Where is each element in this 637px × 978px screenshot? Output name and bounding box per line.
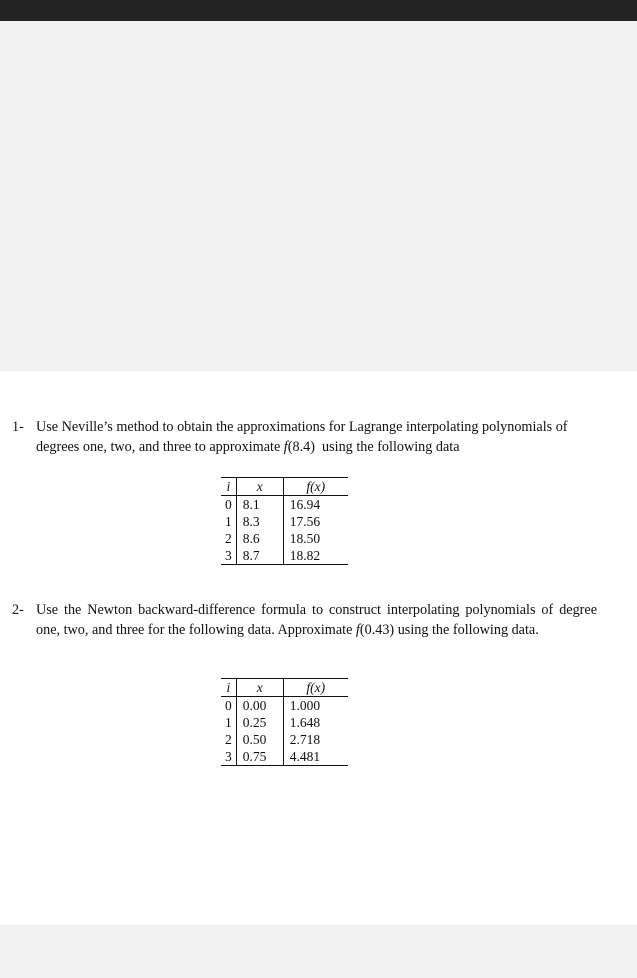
table-header-row — [221, 679, 348, 697]
header-fx: f(x) — [283, 679, 348, 697]
problem-2-text — [36, 600, 597, 640]
cell-x: 0.75 — [236, 748, 283, 766]
table-row — [221, 731, 348, 748]
header-i: i — [221, 679, 236, 697]
cell-fx: 18.50 — [289, 531, 321, 546]
problem-2-number: 2- — [12, 602, 24, 618]
problem-2-table — [221, 678, 348, 766]
problem-1-text — [36, 417, 597, 457]
cell-i: 1 — [221, 714, 236, 731]
table-row — [221, 748, 348, 766]
cell-fx: 17.56 — [289, 514, 321, 529]
problem-1 — [12, 417, 597, 457]
problem-1-number: 1- — [12, 419, 24, 435]
table-row — [221, 513, 348, 530]
document-page — [0, 371, 637, 925]
cell-x: 0.00 — [236, 697, 283, 715]
cell-i: 1 — [221, 513, 236, 530]
problem-2-text-before: Use the Newton backward-difference formula to construct interpolating polynomials of degree one, two, and three for the following data. Approximate — [36, 602, 597, 638]
cell-x: 8.7 — [236, 547, 283, 565]
top-dark-bar — [0, 0, 637, 21]
table-row — [221, 496, 348, 514]
cell-fx: 2.718 — [289, 732, 321, 747]
problem-2-text-after: using the following data. — [394, 622, 539, 638]
cell-x: 0.50 — [236, 731, 283, 748]
problem-1-argument: (8.4) — [287, 439, 315, 455]
cell-fx: 4.481 — [289, 749, 321, 764]
cell-i: 2 — [221, 530, 236, 547]
header-x: x — [236, 679, 283, 697]
cell-i: 3 — [221, 547, 236, 565]
cell-i: 0 — [221, 697, 236, 715]
cell-i: 0 — [221, 496, 236, 514]
problem-1-table — [221, 477, 348, 565]
cell-i: 3 — [221, 748, 236, 766]
table-row — [221, 547, 348, 565]
cell-x: 0.25 — [236, 714, 283, 731]
cell-fx: 1.000 — [289, 698, 321, 713]
header-i: i — [221, 478, 236, 496]
cell-x: 8.1 — [236, 496, 283, 514]
problem-1-text-before: Use Neville’s method to obtain the approximations for Lagrange interpolating polynomials of degrees one, two, and three to approximate — [36, 419, 568, 455]
top-blank-area — [0, 21, 637, 371]
cell-fx: 1.648 — [289, 715, 321, 730]
cell-fx: 16.94 — [289, 497, 321, 512]
problem-2 — [12, 600, 597, 640]
problem-1-text-after: using the following data — [314, 439, 460, 455]
cell-fx: 18.82 — [289, 548, 321, 563]
table-row — [221, 714, 348, 731]
table-row — [221, 530, 348, 547]
header-x: x — [236, 478, 283, 496]
bottom-blank-area — [0, 925, 637, 978]
problem-2-function: f — [355, 622, 360, 638]
cell-x: 8.6 — [236, 530, 283, 547]
problem-2-argument: (0.43) — [359, 622, 395, 638]
header-fx: f(x) — [283, 478, 348, 496]
table-row — [221, 697, 348, 715]
cell-x: 8.3 — [236, 513, 283, 530]
problem-1-function: f — [283, 439, 288, 455]
cell-i: 2 — [221, 731, 236, 748]
table-header-row — [221, 478, 348, 496]
